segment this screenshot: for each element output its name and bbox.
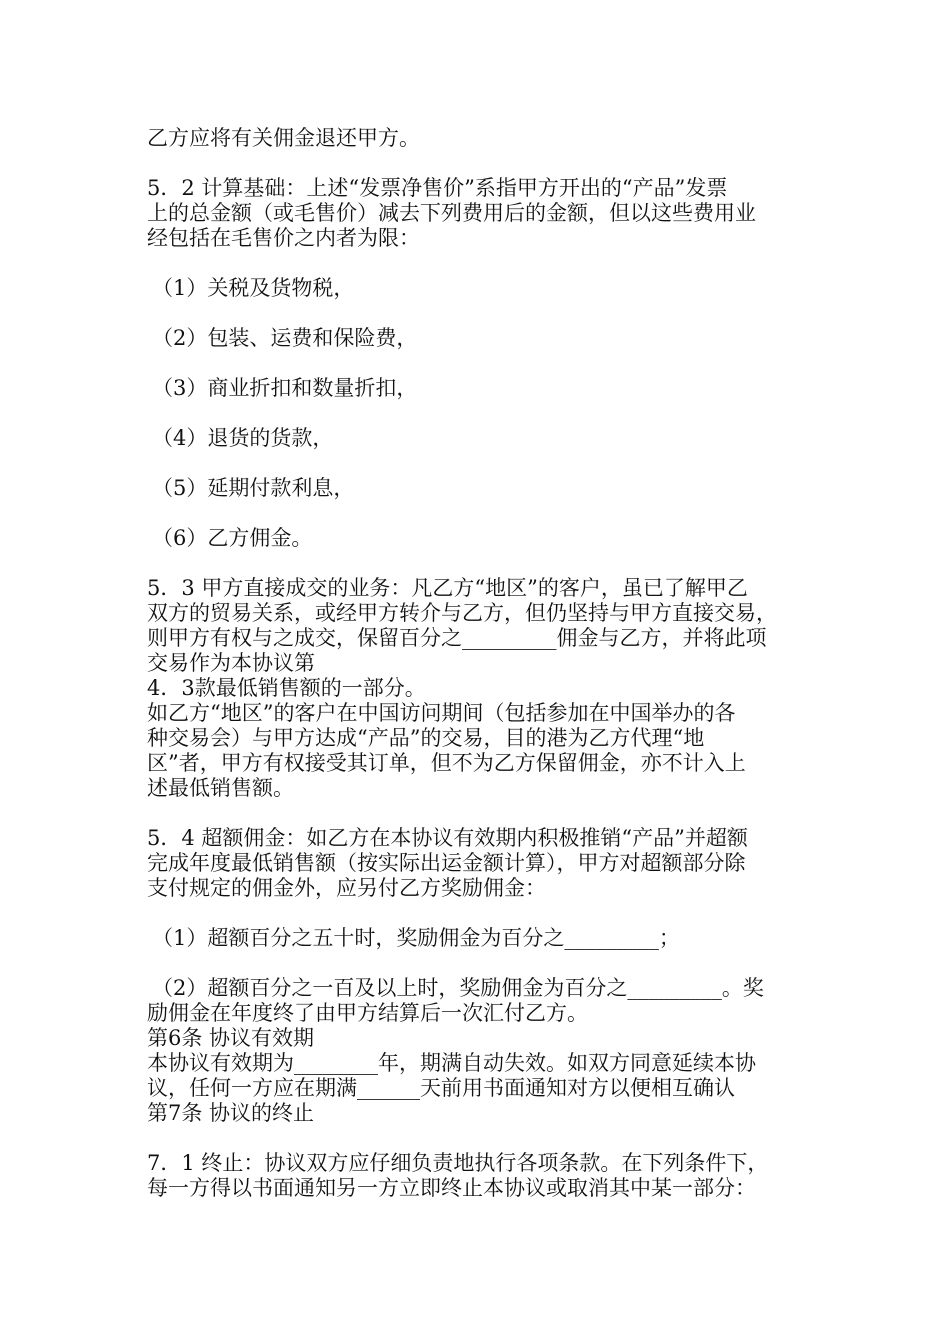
paragraph-line: 每一方得以书面通知另一方立即终止本协议或取消其中某一部分： bbox=[147, 1176, 756, 1200]
list-item: （5）延期付款利息， bbox=[152, 476, 355, 500]
list-item: （2）包装、运费和保险费， bbox=[152, 326, 418, 350]
paragraph-line: 上的总金额（或毛售价）减去下列费用后的金额，但以这些费用业 bbox=[147, 201, 756, 225]
paragraph-line: 乙方应将有关佣金退还甲方。 bbox=[147, 126, 420, 150]
paragraph-line: 如乙方“地区”的客户在中国访问期间（包括参加在中国举办的各 bbox=[147, 701, 736, 725]
paragraph-line: 区”者，甲方有权接受其订单，但不为乙方保留佣金，亦不计入上 bbox=[147, 751, 746, 775]
paragraph-line: 交易作为本协议第 bbox=[147, 651, 315, 675]
paragraph-line: 支付规定的佣金外，应另付乙方奖励佣金： bbox=[147, 876, 546, 900]
list-item: （3）商业折扣和数量折扣， bbox=[152, 376, 418, 400]
paragraph-line: 议，任何一方应在期满______天前用书面通知对方以便相互确认 bbox=[147, 1076, 735, 1100]
paragraph-line: 经包括在毛售价之内者为限： bbox=[147, 226, 420, 250]
article-7-heading: 第7条 协议的终止 bbox=[147, 1101, 315, 1125]
paragraph-line: 本协议有效期为________年，期满自动失效。如双方同意延续本协 bbox=[147, 1051, 756, 1075]
paragraph-line: 励佣金在年度终了由甲方结算后一次汇付乙方。 bbox=[147, 1001, 588, 1025]
list-item: （4）退货的货款， bbox=[152, 426, 334, 450]
list-item: （2）超额百分之一百及以上时，奖励佣金为百分之_________。奖 bbox=[152, 976, 764, 1000]
paragraph-line: 4．3款最低销售额的一部分。 bbox=[147, 676, 426, 700]
clause-7-1-heading: 7．1 终止：协议双方应仔细负责地执行各项条款。在下列条件下， bbox=[147, 1151, 769, 1175]
clause-5-3-heading: 5．3 甲方直接成交的业务：凡乙方“地区”的客户，虽已了解甲乙 bbox=[147, 576, 748, 600]
clause-5-4-heading: 5．4 超额佣金：如乙方在本协议有效期内积极推销“产品”并超额 bbox=[147, 826, 748, 850]
paragraph-line: 则甲方有权与之成交，保留百分之_________佣金与乙方，并将此项 bbox=[147, 626, 767, 650]
clause-5-2-heading: 5．2 计算基础：上述“发票净售价”系指甲方开出的“产品”发票 bbox=[147, 176, 728, 200]
paragraph-line: 双方的贸易关系，或经甲方转介与乙方，但仍坚持与甲方直接交易， bbox=[147, 601, 777, 625]
paragraph-line: 述最低销售额。 bbox=[147, 776, 294, 800]
list-item: （6）乙方佣金。 bbox=[152, 526, 313, 550]
paragraph-line: 完成年度最低销售额（按实际出运金额计算），甲方对超额部分除 bbox=[147, 851, 746, 875]
article-6-heading: 第6条 协议有效期 bbox=[147, 1026, 315, 1050]
list-item: （1）超额百分之五十时，奖励佣金为百分之_________； bbox=[152, 926, 680, 950]
list-item: （1）关税及货物税， bbox=[152, 276, 355, 300]
paragraph-line: 种交易会）与甲方达成“产品”的交易，目的港为乙方代理“地 bbox=[147, 726, 705, 750]
